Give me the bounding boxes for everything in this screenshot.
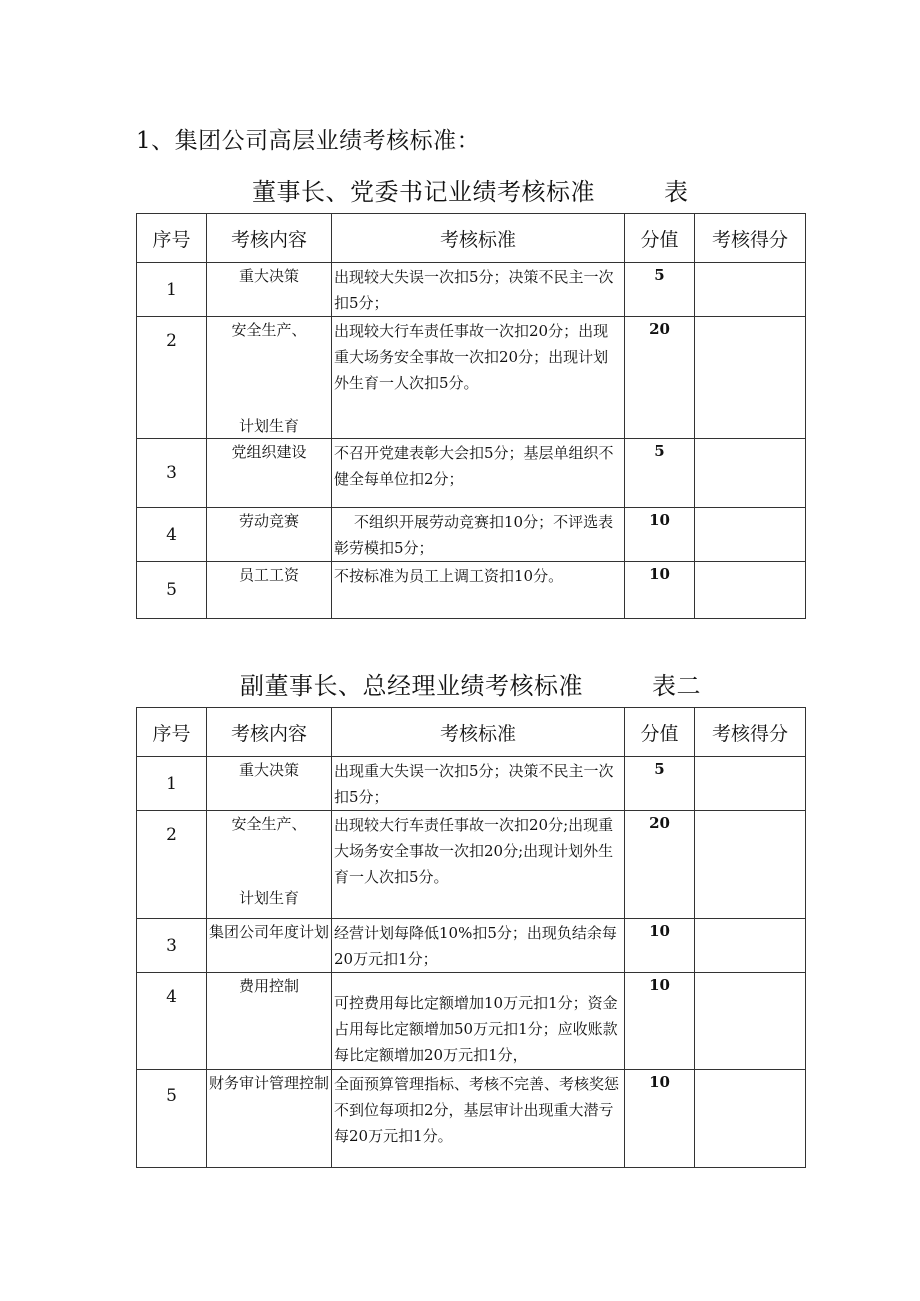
row-result bbox=[695, 919, 806, 973]
row-item: 财务审计管理控制 bbox=[207, 1070, 332, 1168]
header-item: 考核内容 bbox=[207, 214, 332, 263]
row-seq: 1 bbox=[137, 757, 207, 811]
row-standard: 经营计划每降低10%扣5分；出现负结余每20万元扣1分； bbox=[332, 919, 625, 973]
row-standard: 可控费用每比定额增加10万元扣1分；资金占用每比定额增加50万元扣1分；应收账款每比定额增加20万元扣1分， bbox=[332, 973, 625, 1070]
row-result bbox=[695, 439, 806, 508]
row-score: 20 bbox=[625, 317, 695, 439]
row-standard: 出现较大行车责任事故一次扣20分;出现重大场务安全事故一次扣20分;出现计划外生育一人次扣5分。 bbox=[332, 811, 625, 919]
row-result bbox=[695, 562, 806, 619]
row-standard: 不召开党建表彰大会扣5分；基层单组织不健全每单位扣2分； bbox=[332, 439, 625, 508]
header-standard: 考核标准 bbox=[332, 708, 625, 757]
row-item: 重大决策 bbox=[207, 263, 332, 317]
row-standard: 出现重大失误一次扣5分；决策不民主一次扣5分； bbox=[332, 757, 625, 811]
row-result bbox=[695, 757, 806, 811]
row-score: 20 bbox=[625, 811, 695, 919]
table2 bbox=[136, 707, 806, 1168]
row-seq: 4 bbox=[137, 508, 207, 562]
row-item: 费用控制 bbox=[207, 973, 332, 1070]
table1 bbox=[136, 213, 806, 619]
row-standard: 出现较大失误一次扣5分；决策不民主一次扣5分； bbox=[332, 263, 625, 317]
table-row bbox=[137, 919, 806, 973]
row-result bbox=[695, 508, 806, 562]
row-item bbox=[207, 317, 332, 439]
row-result bbox=[695, 973, 806, 1070]
header-seq: 序号 bbox=[137, 214, 207, 263]
row-standard: 全面预算管理指标、考核不完善、考核奖惩不到位每项扣2分，基层审计出现重大潜亏每20万元扣1分。 bbox=[332, 1070, 625, 1168]
row-seq: 2 bbox=[137, 811, 207, 919]
row-result bbox=[695, 263, 806, 317]
row-standard: 不按标准为员工上调工资扣10分。 bbox=[332, 562, 625, 619]
header-standard: 考核标准 bbox=[332, 214, 625, 263]
row-item: 党组织建设 bbox=[207, 439, 332, 508]
row-item: 集团公司年度计划 bbox=[207, 919, 332, 973]
row-result bbox=[695, 1070, 806, 1168]
row-item-top: 安全生产、 bbox=[231, 321, 307, 339]
row-seq: 4 bbox=[137, 973, 207, 1070]
header-result: 考核得分 bbox=[695, 708, 806, 757]
row-item: 重大决策 bbox=[207, 757, 332, 811]
table-row bbox=[137, 811, 806, 919]
table-row bbox=[137, 562, 806, 619]
row-item-bottom: 计划生育 bbox=[238, 417, 299, 435]
header-result: 考核得分 bbox=[695, 214, 806, 263]
row-score: 5 bbox=[625, 757, 695, 811]
row-score: 10 bbox=[625, 1070, 695, 1168]
table1-title-text: 董事长、党委书记业绩考核标准 bbox=[252, 178, 595, 206]
table-row bbox=[137, 508, 806, 562]
row-score: 5 bbox=[625, 439, 695, 508]
row-item bbox=[207, 811, 332, 919]
table-row bbox=[137, 263, 806, 317]
table-row bbox=[137, 317, 806, 439]
row-score: 10 bbox=[625, 973, 695, 1070]
row-seq: 2 bbox=[137, 317, 207, 439]
row-item-top: 安全生产、 bbox=[231, 815, 307, 833]
row-standard: 不组织开展劳动竞赛扣10分；不评选表彰劳模扣5分； bbox=[332, 508, 625, 562]
header-score: 分值 bbox=[625, 708, 695, 757]
table-row bbox=[137, 757, 806, 811]
row-seq: 3 bbox=[137, 439, 207, 508]
table-row bbox=[137, 1070, 806, 1168]
header-item: 考核内容 bbox=[207, 708, 332, 757]
row-standard: 出现较大行车责任事故一次扣20分；出现重大场务安全事故一次扣20分；出现计划外生育一人次扣5分。 bbox=[332, 317, 625, 439]
row-seq: 1 bbox=[137, 263, 207, 317]
row-result bbox=[695, 811, 806, 919]
header-score: 分值 bbox=[625, 214, 695, 263]
row-seq: 5 bbox=[137, 1070, 207, 1168]
table2-title-suffix: 表二 bbox=[652, 672, 701, 700]
header-seq: 序号 bbox=[137, 708, 207, 757]
row-item-bottom: 计划生育 bbox=[238, 889, 299, 907]
row-score: 10 bbox=[625, 508, 695, 562]
row-item: 劳动竞赛 bbox=[207, 508, 332, 562]
row-item: 员工工资 bbox=[207, 562, 332, 619]
table2-title-text: 副董事长、总经理业绩考核标准 bbox=[240, 672, 583, 700]
row-score: 10 bbox=[625, 919, 695, 973]
row-score: 5 bbox=[625, 263, 695, 317]
row-result bbox=[695, 317, 806, 439]
table2-header-row bbox=[137, 708, 806, 757]
row-score: 10 bbox=[625, 562, 695, 619]
table1-header-row bbox=[137, 214, 806, 263]
row-seq: 3 bbox=[137, 919, 207, 973]
table-row bbox=[137, 439, 806, 508]
row-seq: 5 bbox=[137, 562, 207, 619]
table2-title bbox=[240, 666, 701, 701]
table-row bbox=[137, 973, 806, 1070]
table1-title bbox=[252, 172, 689, 207]
page-heading: 1、集团公司高层业绩考核标准： bbox=[136, 128, 481, 154]
table1-title-suffix: 表 bbox=[664, 178, 689, 206]
